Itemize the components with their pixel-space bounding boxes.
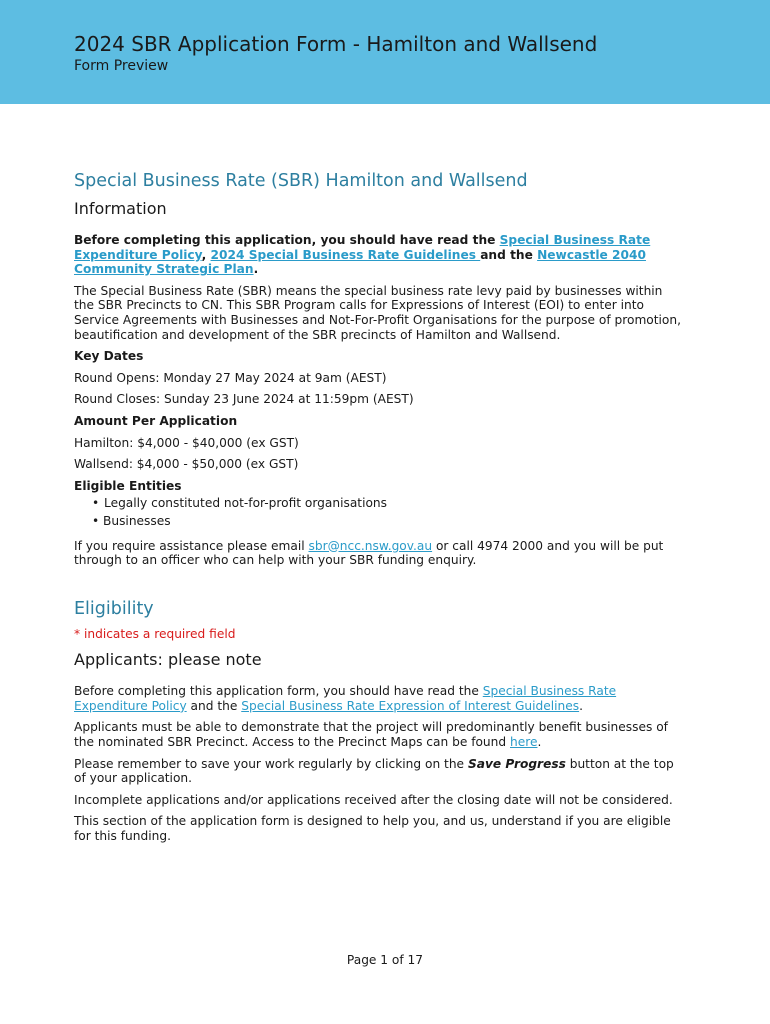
eligible-entities-label: Eligible Entities (74, 478, 182, 493)
email-link[interactable]: sbr@ncc.nsw.gov.au (308, 538, 433, 553)
subheading-information: Information (74, 199, 167, 218)
link-expenditure-policy[interactable]: Special Business Rate Expenditure Policy (74, 233, 651, 262)
assist-prefix: If you require assistance please email (74, 538, 309, 553)
p3-prefix: Please remember to save your work regularly by clicking on the (74, 756, 468, 771)
intro-sep1: , (201, 247, 211, 262)
save-progress-emphasis: Save Progress (467, 756, 566, 771)
required-field-note: * indicates a required field (74, 626, 236, 641)
applicants-paragraph-3 (74, 757, 684, 786)
list-item: • Legally constituted not-for-profit organisations (74, 496, 684, 511)
intro-suffix: . (253, 262, 259, 277)
list-item: • Businesses (74, 514, 684, 529)
applicants-paragraph-1 (74, 684, 684, 713)
link-expenditure-policy-2[interactable]: Special Business Rate Expenditure Policy (74, 684, 617, 713)
assist-suffix: or call 4974 2000 and you will be put through to an officer who can help with your SBR funding enquiry. (74, 538, 664, 568)
link-2024-guidelines[interactable]: 2024 Special Business Rate Guidelines (210, 247, 481, 262)
key-dates-label: Key Dates (74, 349, 144, 364)
hamilton-amount: Hamilton: $4,000 - $40,000 (ex GST) (74, 435, 299, 450)
intro-prefix: Before completing this application, you should have read the (74, 233, 500, 247)
assistance-paragraph (74, 539, 684, 568)
applicants-paragraph-4: Incomplete applications and/or applications received after the closing date will not be considered. (74, 792, 673, 807)
section-title-eligibility: Eligibility (74, 598, 154, 619)
link-eoi-guidelines[interactable]: Special Business Rate Expression of Interest Guidelines (241, 698, 580, 713)
eligible-entities-list (74, 496, 684, 528)
subheading-applicants-note: Applicants: please note (74, 650, 262, 670)
p2-prefix: Applicants must be able to demonstrate that the project will predominantly benefit businesses of the nominated SBR Precinct. Access to the Precinct Maps can be found (74, 720, 668, 750)
form-content (74, 170, 684, 844)
p3-suffix: button at the top of your application. (74, 756, 674, 786)
form-subtitle: Form Preview (74, 58, 169, 74)
section-title-sbr: Special Business Rate (SBR) Hamilton and Wallsend (74, 171, 528, 191)
link-precinct-maps[interactable]: here (510, 735, 538, 750)
p2-suffix: . (537, 735, 542, 750)
p1-mid: and the (186, 698, 242, 713)
applicants-paragraph-2 (74, 720, 684, 749)
link-strategic-plan[interactable]: Newcastle 2040 Community Strategic Plan (74, 247, 646, 277)
form-title: 2024 SBR Application Form - Hamilton and Wallsend (74, 32, 598, 56)
p1-prefix: Before completing this application form, you should have read the (74, 684, 483, 699)
wallsend-amount: Wallsend: $4,000 - $50,000 (ex GST) (74, 457, 299, 472)
intro-sep2: and the (480, 247, 538, 262)
page-header (0, 0, 770, 104)
sbr-description: The Special Business Rate (SBR) means the special business rate levy paid by businesses within the SBR Precincts to CN. This SBR Program calls for Expressions of Interest (EOI) to enter into Service Agreements with Businesses and Not-For-Profit Organisations for the purpose of promotion, beautification and development of the SBR precincts of Hamilton and Wallsend. (74, 283, 681, 342)
round-opens: Round Opens: Monday 27 May 2024 at 9am (AEST) (74, 370, 387, 385)
p1-suffix: . (579, 698, 583, 713)
intro-paragraph (74, 233, 684, 277)
amount-label: Amount Per Application (74, 413, 238, 428)
round-closes: Round Closes: Sunday 23 June 2024 at 11:59pm (AEST) (74, 392, 414, 407)
applicants-paragraph-5: This section of the application form is designed to help you, and us, understand if you are eligible for this funding. (74, 814, 671, 844)
page-number: Page 1 of 17 (346, 953, 424, 967)
